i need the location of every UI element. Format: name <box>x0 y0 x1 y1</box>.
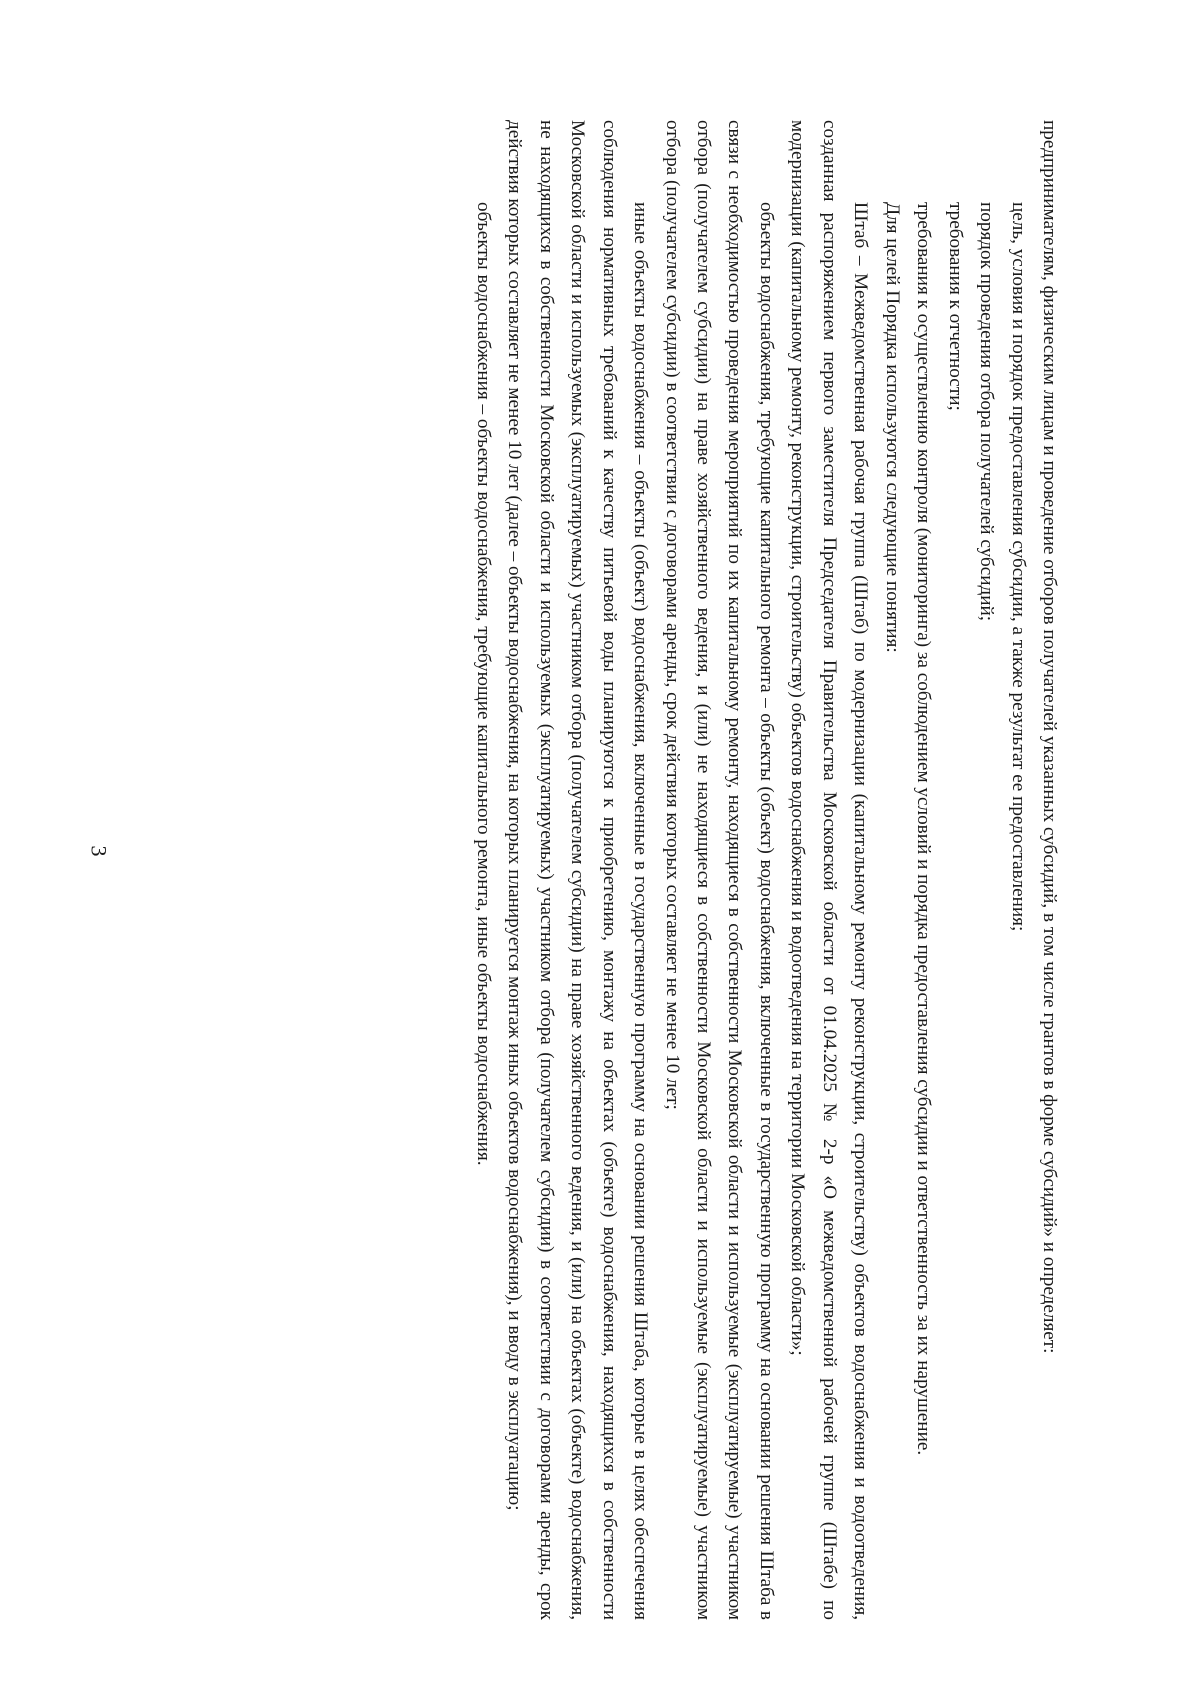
definitions-heading: Для целей Порядка используются следующие понятия: <box>881 202 903 653</box>
definition-repair-objects: объекты водоснабжения, требующие капитального ремонта – объекты (объект) водоснабжения, включенные в государственную программу на основании решения Штаба в связи с необходимостью проведения мероприятий по их капитальному ремонту, находящиеся в собственности Московской области и используемые (эксплуатируемые) участником отбора (получателем субсидии) на праве хозяйственного ведения, и (или) не находящиеся в собственности Московской области и используемые (эксплуатируемые) участником отбора (получателем субсидии) в соответствии с договорами аренды, срок действия которых составляет не менее 10 лет; <box>661 120 777 1620</box>
definition-other-objects: иные объекты водоснабжения – объекты (объект) водоснабжения, включенные в государственную программу на основании решения Штаба, которые в целях обеспечения соблюдения нормативных требований к качеству питьевой воды планируются к приобретению, монтажу на объектах (объекте) водоснабжения, находящихся в собственности Московской области и используемых (эксплуатируемых) участником отбора (получателем субсидии) на праве хозяйственного ведения, и (или) на объектах (объекте) водоснабжения, не находящихся в собственности Московской области и используемых (эксплуатируемых) участником отбора (получателем субсидии) в соответствии с договорами аренды, срок действия которых составляет не менее 10 лет (далее – объекты водоснабжения, на которых планируется монтаж иных объектов водоснабжения), и вводу в эксплуатацию; <box>504 120 652 1620</box>
list-item-goal: цель, условия и порядок предоставления субсидии, а также результат ее предоставления; <box>1007 202 1029 932</box>
list-item-control: требования к осуществлению контроля (мониторинга) за соблюдением условий и порядка предоставления субсидии и ответственность за их нарушение. <box>913 202 935 1456</box>
definition-water-objects: объекты водоснабжения – объекты водоснабжения, требующие капитального ремонта, иные объекты водоснабжения. <box>472 202 494 1166</box>
list-item-reporting: требования к отчетности; <box>944 202 966 411</box>
paragraph-intro: предпринимателям, физическим лицам и проведение отборов получателей указанных субсидий, в том числе грантов в форме субсидий» и определяет: <box>1039 120 1060 1354</box>
list-item-selection: порядок проведения отбора получателей субсидий; <box>976 202 998 622</box>
document-body <box>467 120 1065 1620</box>
definition-shtab: Штаб – Межведомственная рабочая группа (Штаб) по модернизации (капитальному ремонту реконструкции, строительству) объектов водоснабжения и водоотведения, созданная распоряжением первого заместителя Председателя Правительства Московской области от 01.04.2025 № 2-р «О межведомственной рабочей группе (Штабе) по модернизации (капитальному ремонту, реконструкции, строительству) объектов водоснабжения и водоотведения на территории Московской области»; <box>787 120 872 1620</box>
page-number: 3 <box>86 845 112 857</box>
